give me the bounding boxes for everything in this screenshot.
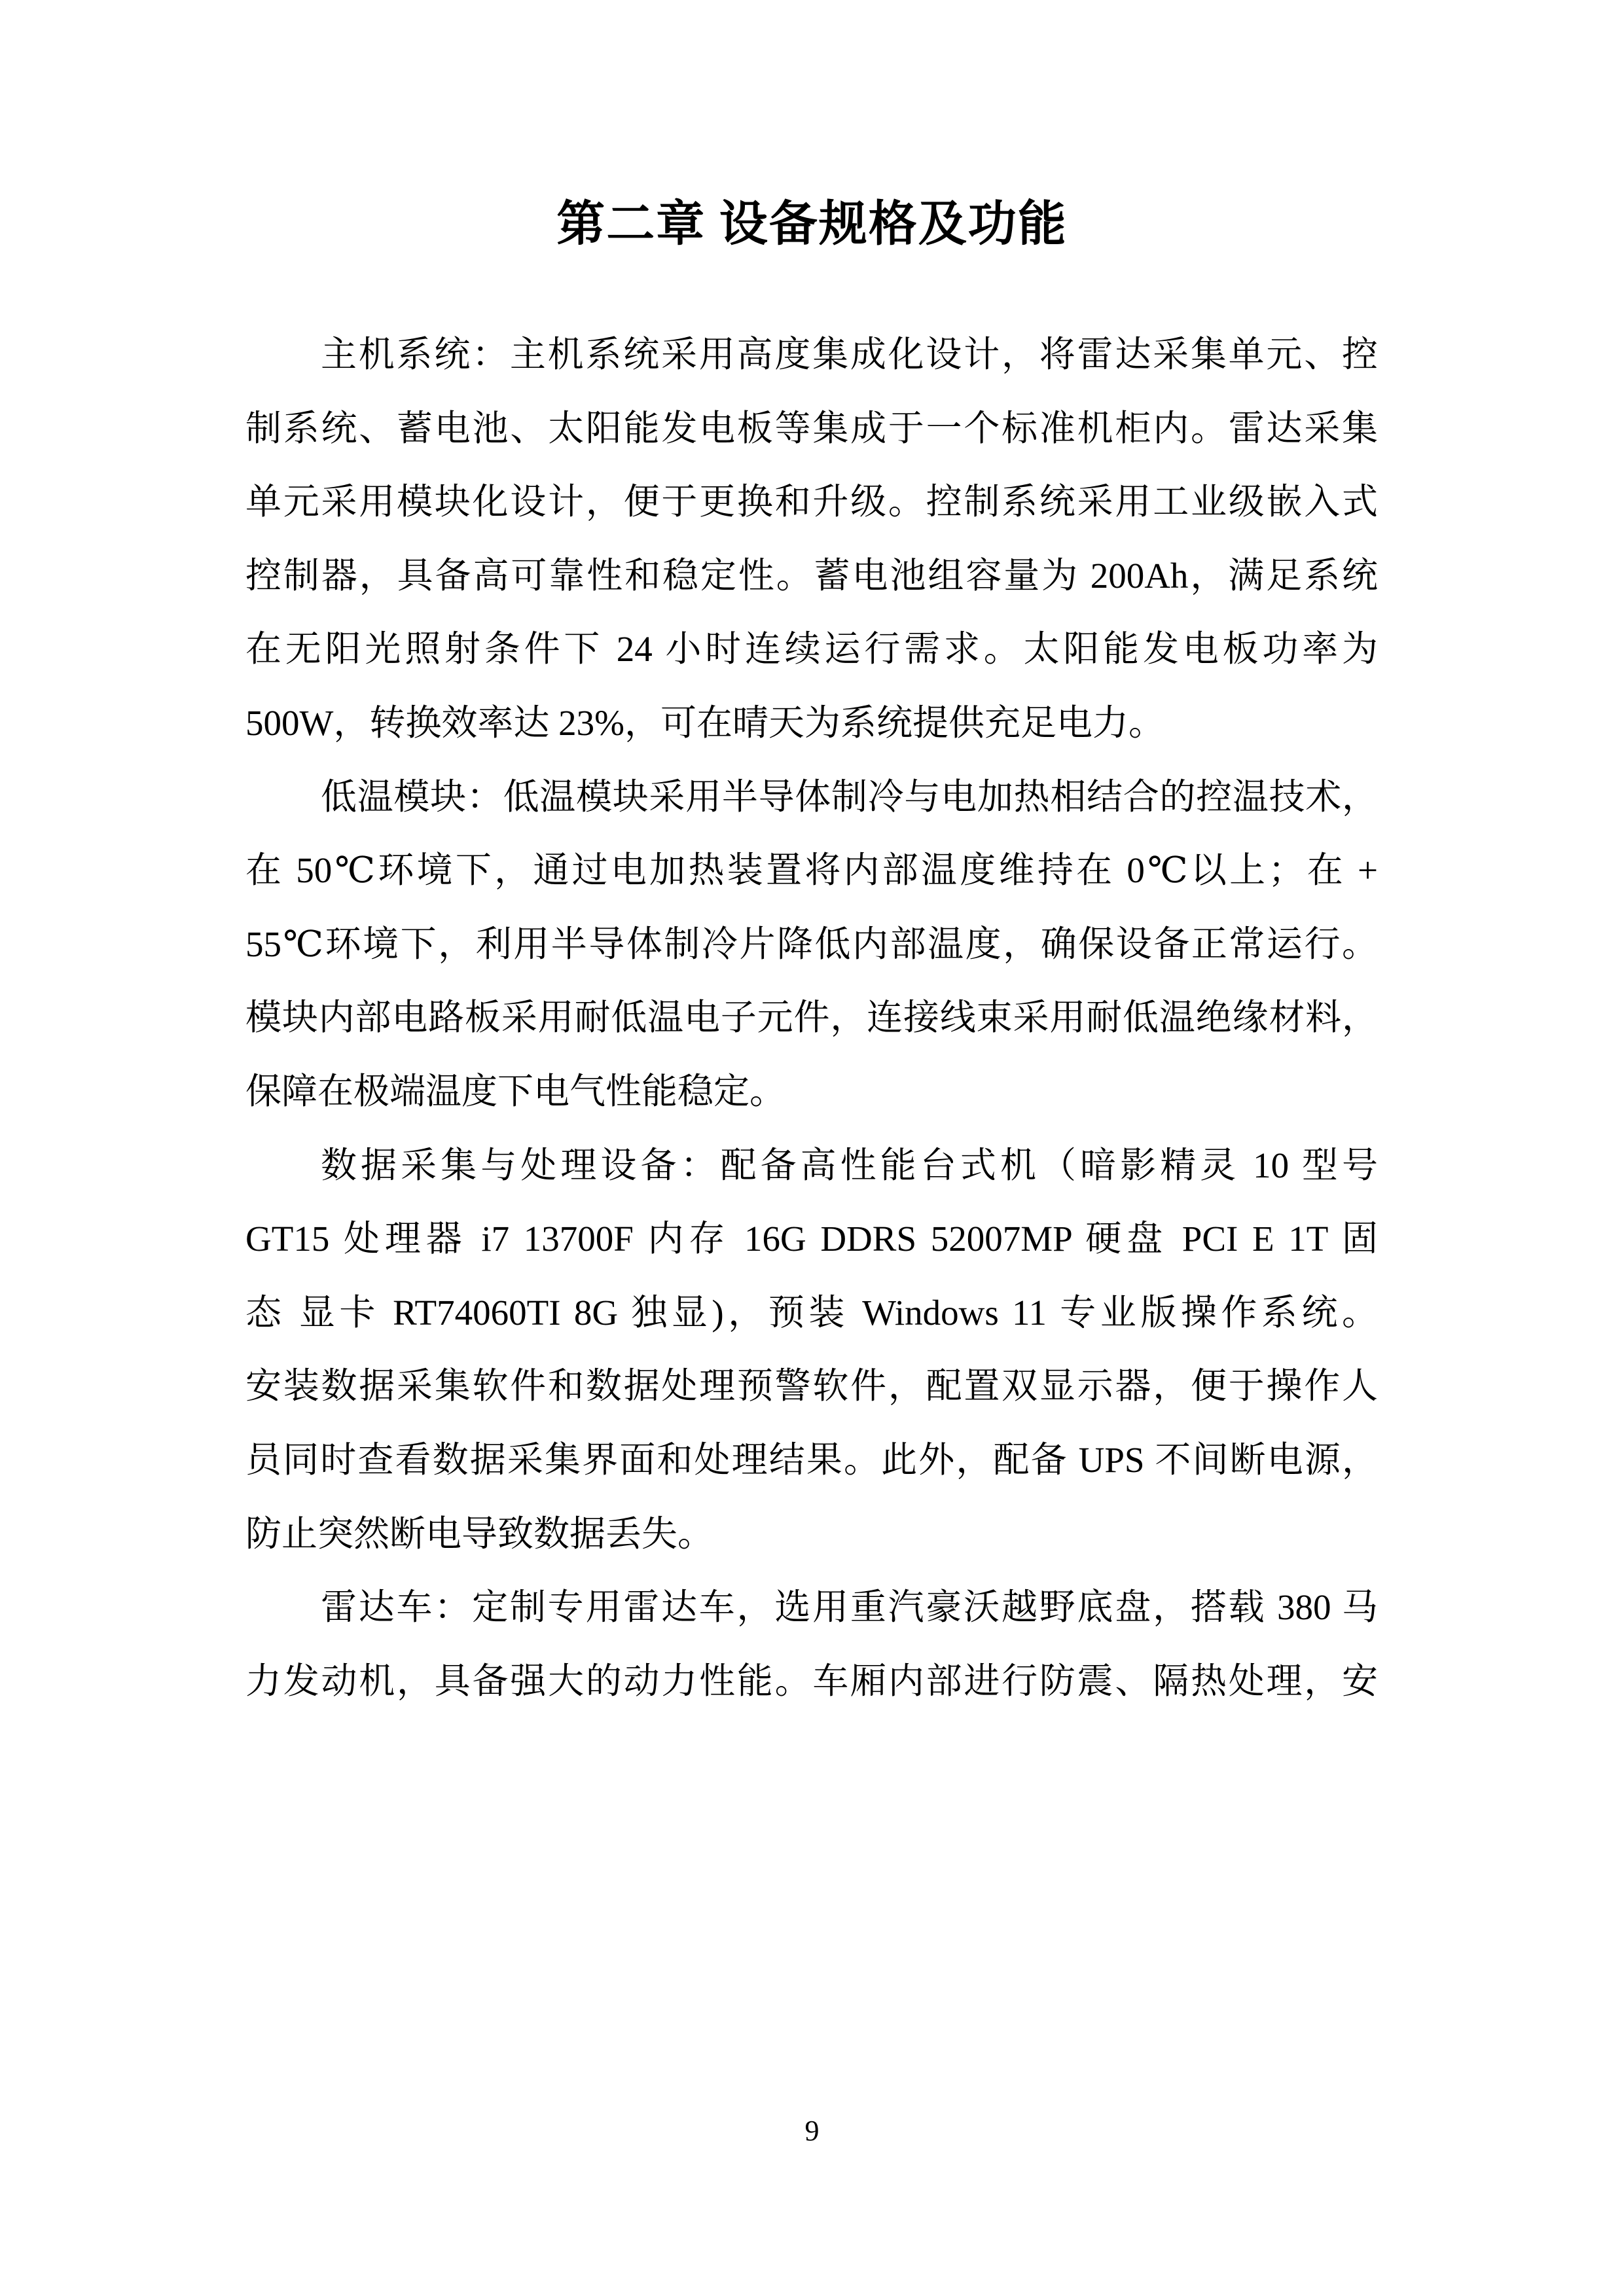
text-line: 员同时查看数据采集界面和处理结果。此外，配备 UPS 不间断电源， xyxy=(245,1439,1378,1480)
text-line: 防止突然断电导致数据丢失。 xyxy=(245,1513,714,1554)
text-line: 模块内部电路板采用耐低温电子元件，连接线束采用耐低温绝缘材料， xyxy=(245,997,1378,1038)
text-line: 安装数据采集软件和数据处理预警软件，配置双显示器，便于操作人 xyxy=(245,1366,1378,1407)
text-line: 保障在极端温度下电气性能稳定。 xyxy=(245,1071,786,1111)
text-line: 在 50℃环境下，通过电加热装置将内部温度维持在 0℃以上；在 + xyxy=(245,850,1378,891)
page-number: 9 xyxy=(804,2115,820,2147)
text-line: 数据采集与处理设备：配备高性能台式机（暗影精灵 10 型号 xyxy=(321,1145,1378,1185)
text-line: 低温模块：低温模块采用半导体制冷与电加热相结合的控温技术， xyxy=(321,776,1378,817)
text-line: 制系统、蓄电池、太阳能发电板等集成于一个标准机柜内。雷达采集 xyxy=(245,408,1378,448)
text-line: GT15 处理器 i7 13700F 内存 16G DDRS 52007MP 硬盘 PCI E 1T 固 xyxy=(245,1219,1378,1259)
text-line: 500W，转换效率达 23%，可在晴天为系统提供充足电力。 xyxy=(245,702,1164,743)
text-line: 在无阳光照射条件下 24 小时连续运行需求。太阳能发电板功率为 xyxy=(245,629,1378,670)
text-line: 力发动机，具备强大的动力性能。车厢内部进行防震、隔热处理，安 xyxy=(245,1660,1378,1701)
text-line: 控制器，具备高可靠性和稳定性。蓄电池组容量为 200Ah，满足系统 xyxy=(245,555,1378,596)
text-line: 单元采用模块化设计，便于更换和升级。控制系统采用工业级嵌入式 xyxy=(245,482,1378,522)
text-line: 态 显卡 RT74060TI 8G 独显)，预装 Windows 11 专业版操作系统。 xyxy=(245,1292,1378,1333)
text-line: 55℃环境下，利用半导体制冷片降低内部温度，确保设备正常运行。 xyxy=(245,924,1378,964)
text-line: 主机系统：主机系统采用高度集成化设计，将雷达采集单元、控 xyxy=(321,334,1378,374)
text-line: 雷达车：定制专用雷达车，选用重汽豪沃越野底盘，搭载 380 马 xyxy=(321,1587,1378,1628)
chapter-title: 第二章 设备规格及功能 xyxy=(556,198,1068,251)
document-body xyxy=(245,318,1378,1718)
